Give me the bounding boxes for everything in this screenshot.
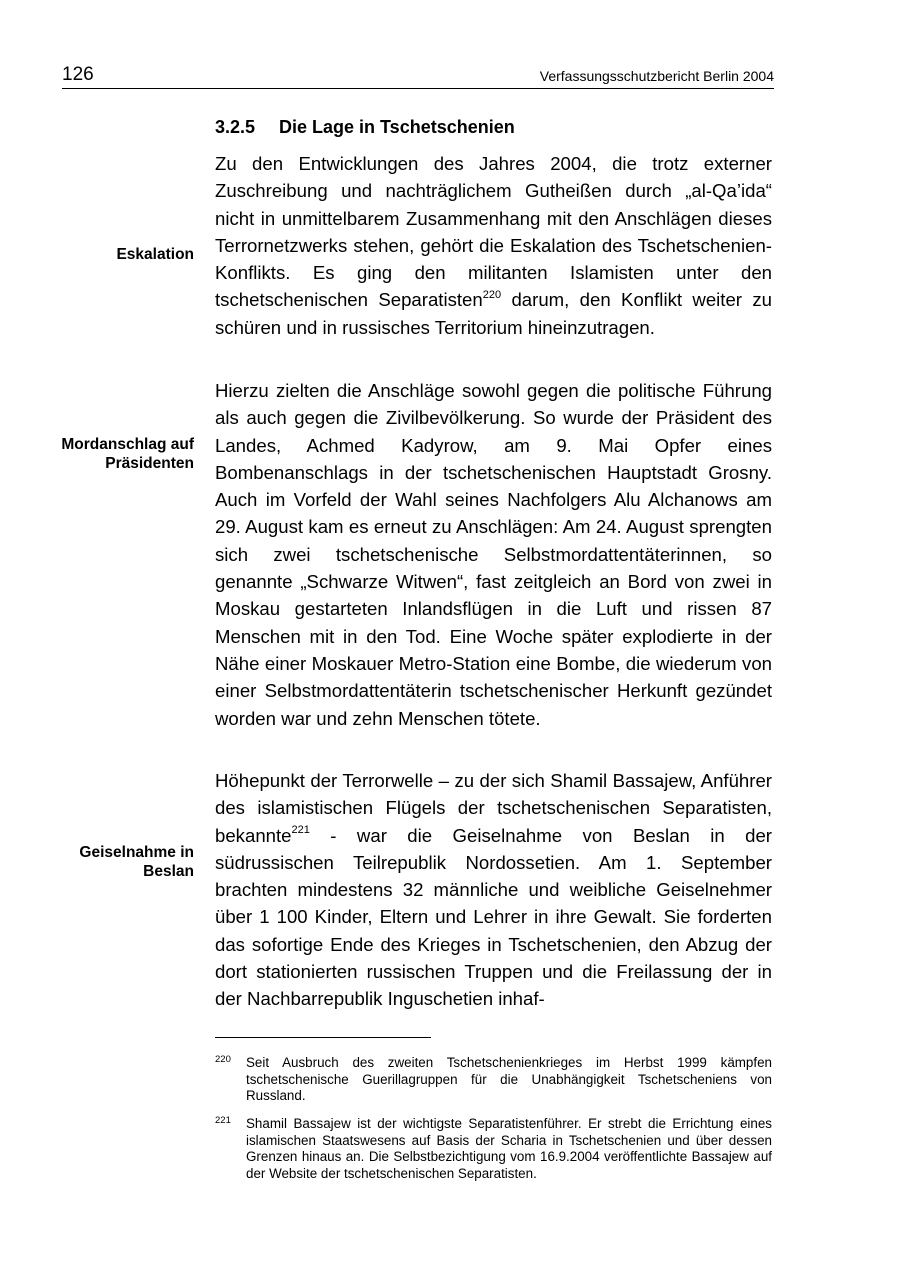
page-number: 126 [62, 64, 94, 85]
margin-note-mordanschlag-line2: Präsidenten [105, 455, 194, 472]
paragraph-3 [215, 767, 772, 1013]
footnote-text: Shamil Bassajew ist der wichtigste Separatistenführer. Er strebt die Errichtung eines islamischen Staatswesens auf Basis der Scharia in Tschetschenien und über dessen Grenzen hinaus an. Die Selbstbezichtigung vom 16.9.2004 veröffentlichte Bassajew auf der Website der tschetschenischen Separatisten. [246, 1116, 772, 1182]
margin-note-eskalation [116, 245, 194, 264]
paragraph-1-text-a: Zu den Entwicklungen des Jahres 2004, die trotz externer Zuschreibung und nachträglichem Gutheißen durch „al-Qa’ida“ nicht in unmittelbarem Zusammenhang mit den Anschlägen dieses Terrornetzwerks stehen, gehört die Eskalation des Tschetschenien-Konflikts. Es ging den militanten Islamisten unter den tschetschenischen Separatisten [215, 153, 772, 311]
paragraph-1-text-b: darum, den Konflikt weiter zu schüren und in russisches Territorium hineinzutragen. [215, 289, 772, 338]
margin-note-geiselnahme-line2: Beslan [143, 863, 194, 880]
margin-note-mordanschlag [61, 435, 194, 473]
footnote-ref-221[interactable]: 221 [291, 824, 310, 837]
section-title: Die Lage in Tschetschenien [279, 117, 515, 137]
paragraph-3-text-a: Höhepunkt der Terrorwelle – zu der sich Shamil Bassajew, Anführer des islamistischen Flügels der tschetschenischen Separatisten, bekannte [215, 770, 772, 846]
paragraph-2-text: Hierzu zielten die Anschläge sowohl gegen die politische Führung als auch gegen die Zivilbevölkerung. So wurde der Präsident des Landes, Achmed Kadyrow, am 9. Mai Opfer eines Bombenanschlags in der tschetschenischen Hauptstadt Grosny. Auch im Vorfeld der Wahl seines Nachfolgers Alu Alchanows am 29. August kam es erneut zu Anschlägen: Am 24. August sprengten sich zwei tschetschenische Selbstmordattentäterinnen, so genannte „Schwarze Witwen“, fast zeitgleich an Bord von zwei in Moskau gestarteten Inlandsflügen in die Luft und rissen 87 Menschen mit in den Tod. Eine Woche später explodierte in der Nähe einer Moskauer Metro-Station eine Bombe, die wiederum von einer Selbstmordattentäterin tschetschenischer Herkunft gezündet worden war und zehn Menschen tötete. [215, 380, 772, 729]
paragraph-2 [215, 377, 772, 732]
footnote-separator [215, 1037, 431, 1038]
footnote-text: Seit Ausbruch des zweiten Tschetschenienkrieges im Herbst 1999 kämpfen tschetschenische Guerillagruppen für die Unabhängigkeit Tschetscheniens von Russland. [246, 1055, 772, 1104]
section-number: 3.2.5 [215, 117, 256, 137]
paragraph-1 [215, 150, 772, 341]
page-header [62, 64, 774, 89]
section-heading [215, 117, 515, 138]
footnote-mark: 221 [215, 1115, 231, 1126]
footnote-ref-220[interactable]: 220 [482, 289, 502, 302]
footnote-mark: 220 [215, 1054, 231, 1065]
margin-note-eskalation-text: Eskalation [116, 246, 194, 263]
footnote-221 [215, 1116, 772, 1183]
footnote-220 [215, 1055, 772, 1105]
margin-note-geiselnahme-line1: Geiselnahme in [79, 844, 194, 861]
margin-note-mordanschlag-line1: Mordanschlag auf [61, 436, 194, 453]
margin-note-geiselnahme [79, 843, 194, 881]
paragraph-3-text-b: - war die Geiselnahme von Beslan in der südrussischen Teilrepublik Nordossetien. Am 1. September brachten mindestens 32 männliche und weibliche Geiselnehmer über 1 100 Kinder, Eltern und Lehrer in ihre Gewalt. Sie forderten das sofortige Ende des Krieges in Tschetschenien, den Abzug der dort stationierten russischen Truppen und die Freilassung der in der Nachbarrepublik Inguschetien inhaf- [215, 824, 772, 1010]
running-title: Verfassungsschutzbericht Berlin 2004 [539, 68, 774, 84]
